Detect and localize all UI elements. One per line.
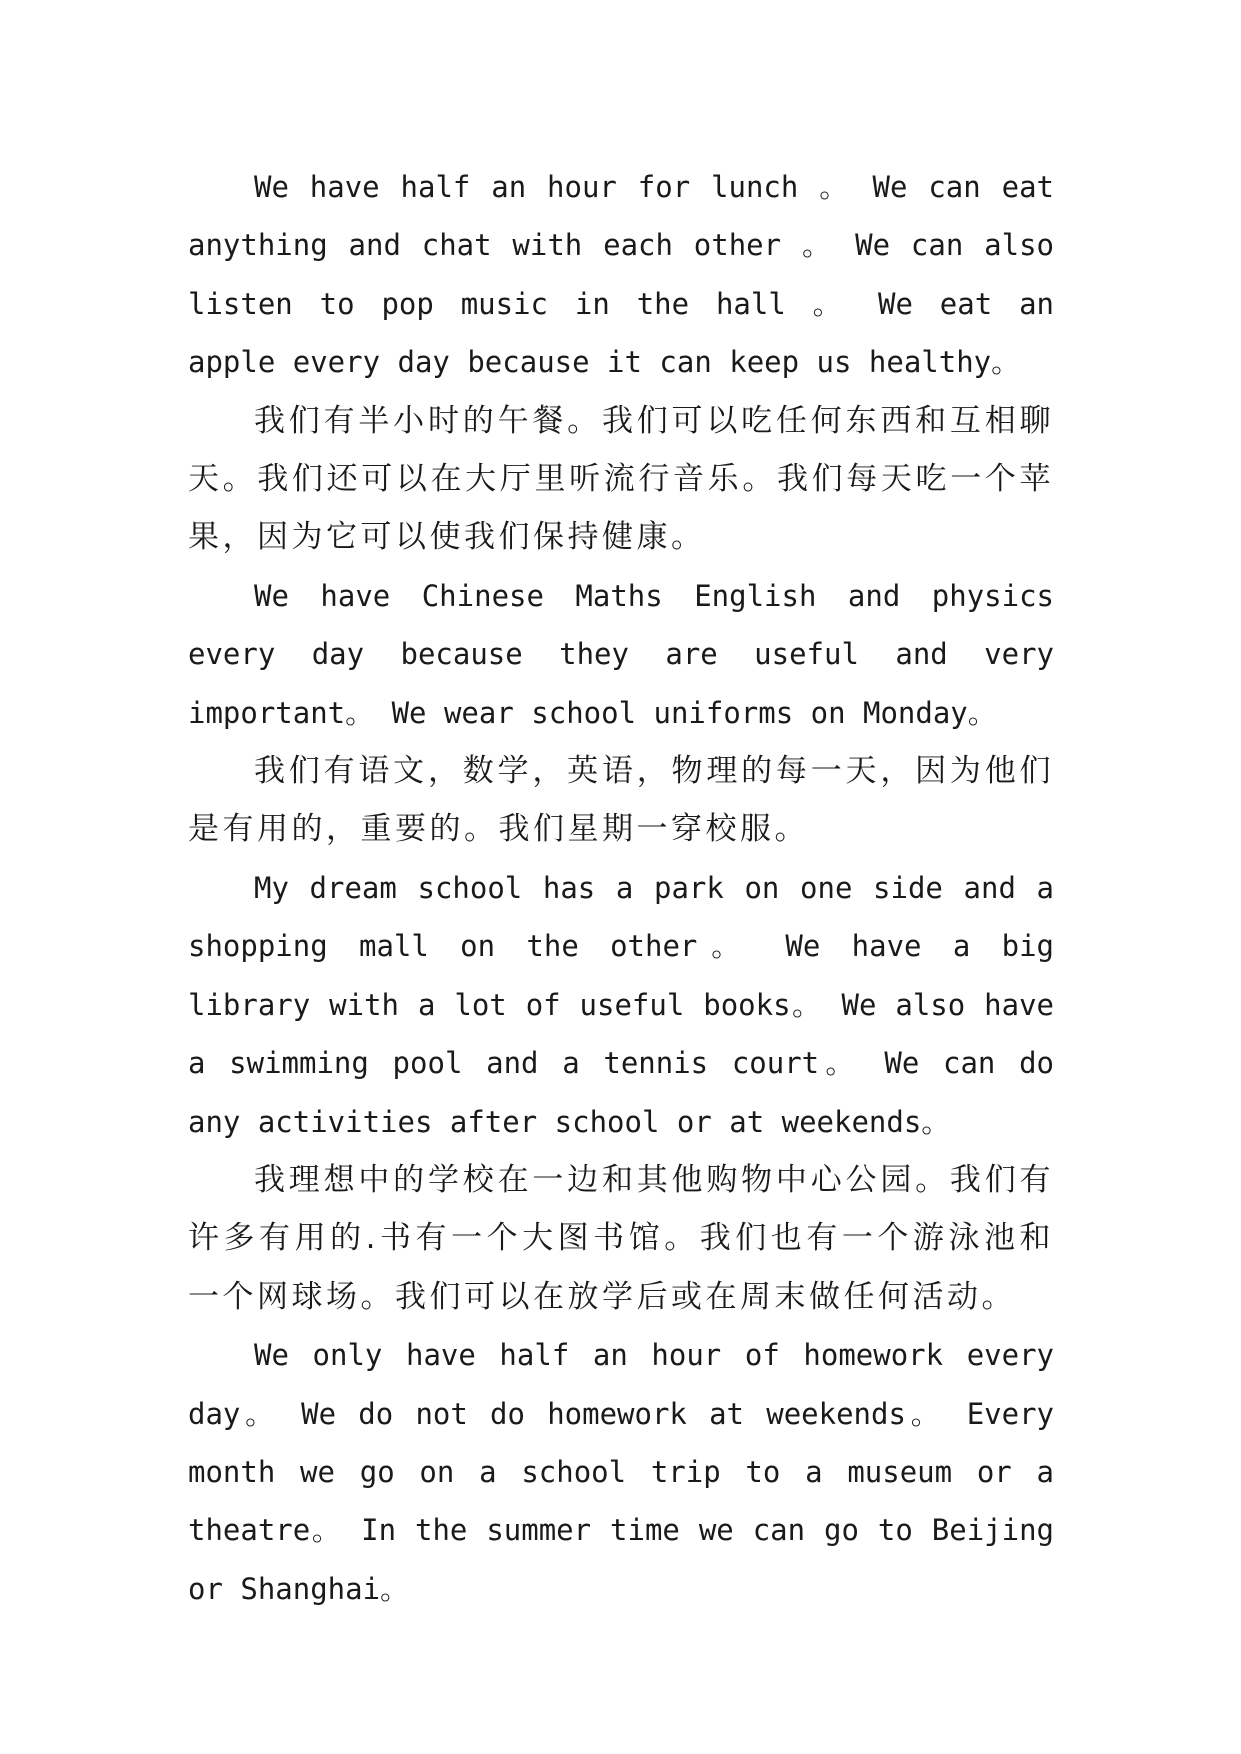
- paragraph-dream-school-zh: 我理想中的学校在一边和其他购物中心公园。我们有许多有用的.书有一个大图书馆。我们也有一个游泳池和一个网球场。我们可以在放学后或在周末做任何活动。: [188, 1161, 1054, 1315]
- paragraph-subjects-zh: 我们有语文，数学，英语，物理的每一天，因为他们是有用的，重要的。我们星期一穿校服。: [188, 753, 1054, 848]
- paragraph-lunch-en: We have half an hour for lunch 。 We can eat anything and chat with each other 。 We can also listen to pop music in the hall 。 We eat an apple every day because it can keep us healthy。: [188, 170, 1054, 380]
- paragraph-dream-school-en: My dream school has a park on one side and a shopping mall on the other。 We have a big library with a lot of useful books。 We also have a swimming pool and a tennis court。 We can do any activities after school or at weekends。: [188, 870, 1054, 1139]
- paragraph-homework-en: We only have half an hour of homework every day。 We do not do homework at weekends。 Every month we go on a school trip to a museum or a theatre。 In the summer time we can go to Beijing or Shanghai。: [188, 1338, 1054, 1606]
- paragraph-lunch-zh: 我们有半小时的午餐。我们可以吃任何东西和互相聊天。我们还可以在大厅里听流行音乐。我们每天吃一个苹果，因为它可以使我们保持健康。: [188, 402, 1054, 556]
- paragraph-subjects-en: We have Chinese Maths English and physics every day because they are useful and very important。 We wear school uniforms on Monday。: [188, 578, 1054, 730]
- document-body: [188, 158, 1054, 1618]
